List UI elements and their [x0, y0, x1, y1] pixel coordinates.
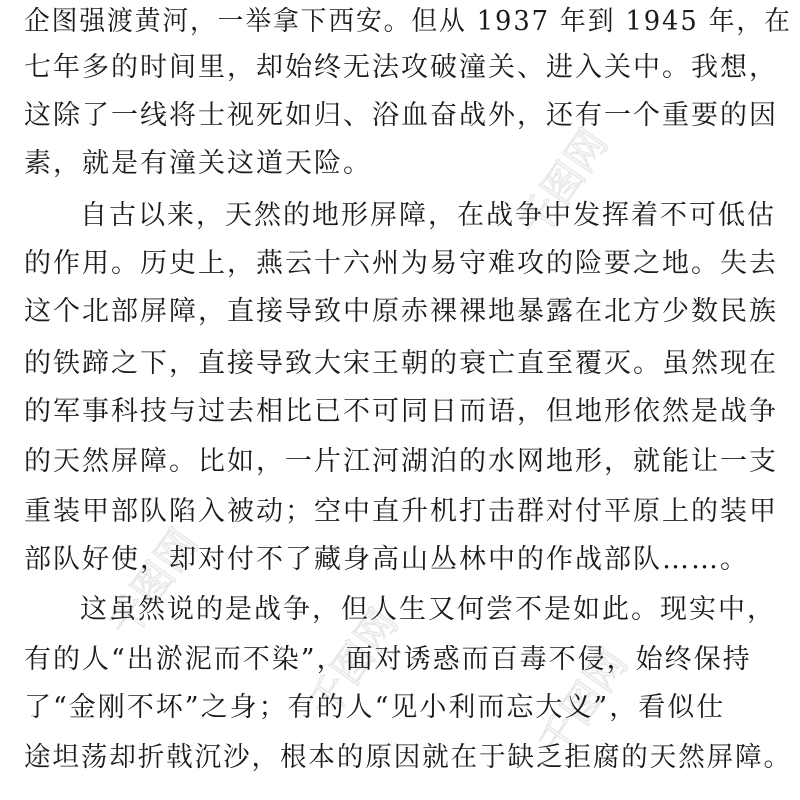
paragraph-3-line-1: 这虽然说的是战争，但人生又何尝不是如此。现实中，	[80, 594, 776, 625]
text-line-3: 这除了一线将士视死如归、浴血奋战外，还有一个重要的因	[24, 100, 778, 131]
text-line-2: 七年多的时间里，却始终无法攻破潼关、进入关中。我想，	[24, 52, 778, 83]
text-line-11: 重装甲部队陷入被动；空中直升机打击群对付平原上的装甲	[24, 496, 778, 527]
watermark-text: 千图网	[301, 601, 407, 726]
text-line-9: 的军事科技与过去相比已不可同日而语，但地形依然是战争	[24, 396, 778, 427]
text-line-6: 的作用。历史上，燕云十六州为易守难攻的险要之地。失去	[24, 248, 778, 279]
text-line-14: 有的人“出淤泥而不染”，面对诱惑而百毒不侵，始终保持	[24, 644, 752, 675]
text-line-12: 部队好使，却对付不了藏身高山丛林中的作战部队……。	[24, 544, 749, 575]
watermark-text: 千图网	[531, 641, 637, 766]
text-line-7: 这个北部屏障，直接导致中原赤裸裸地暴露在北方少数民族	[24, 296, 778, 327]
text-line-4: 素，就是有潼关这道天险。	[24, 148, 372, 179]
watermark-text: 千图网	[511, 121, 617, 246]
text-line-1: 企图强渡黄河，一举拿下西安。但从 1937 年到 1945 年，在	[24, 6, 792, 37]
paragraph-2-line-1: 自古以来，天然的地形屏障，在战争中发挥着不可低估	[80, 200, 776, 231]
text-line-8: 的铁蹄之下，直接导致大宋王朝的衰亡直至覆灭。虽然现在	[24, 348, 778, 379]
watermark-text: 千图网	[101, 521, 207, 646]
text-line-10: 的天然屏障。比如，一片江河湖泊的水网地形，就能让一支	[24, 446, 778, 477]
text-line-16: 途坦荡却折戟沉沙，根本的原因就在于缺乏拒腐的天然屏障。	[24, 742, 792, 773]
text-line-15: 了“金刚不坏”之身；有的人“见小利而忘大义”，看似仕	[24, 692, 726, 723]
